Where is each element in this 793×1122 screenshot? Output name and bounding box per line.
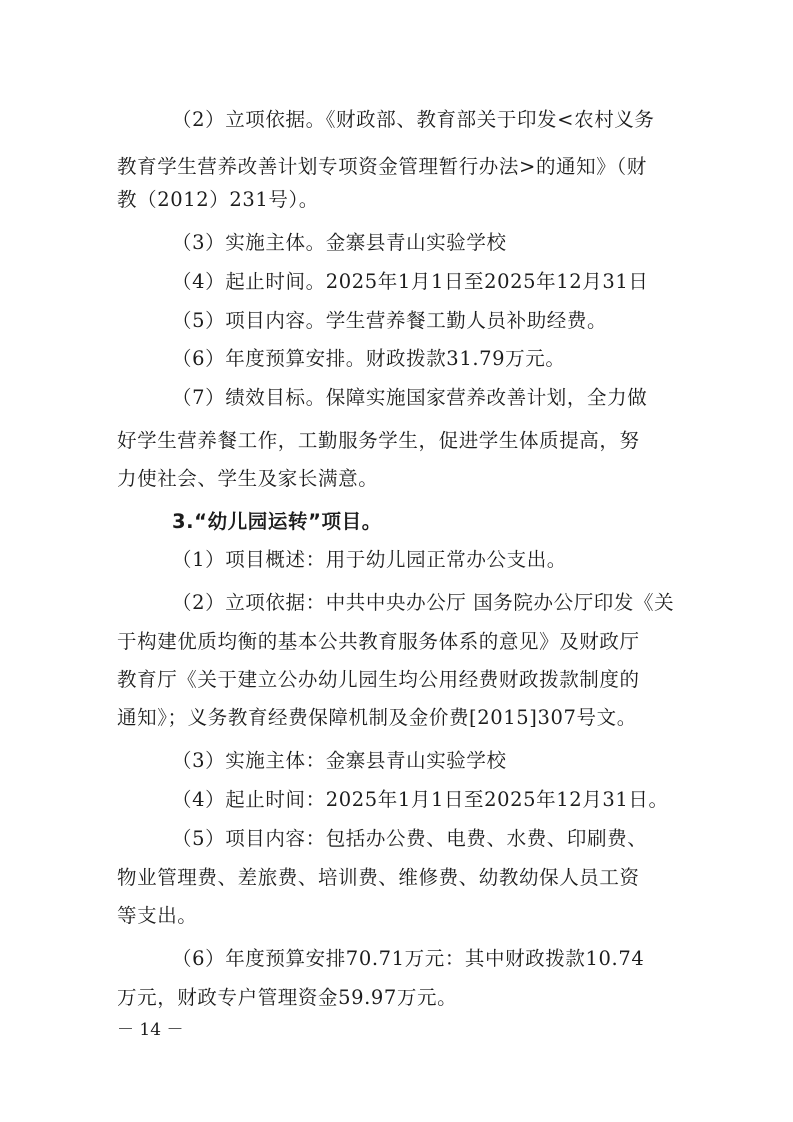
paragraph-line: 好学生营养餐工作，工勤服务学生，促进学生体质提高，努: [117, 429, 640, 452]
paragraph-line: 教育厅《关于建立公办幼儿园生均公用经费财政拨款制度的: [117, 668, 640, 691]
paragraph-line: 通知》；义务教育经费保障机制及金价费[2015]307号文。: [117, 706, 637, 729]
paragraph-line: （1）项目概述：用于幼儿园正常办公支出。: [172, 548, 567, 571]
paragraph-line: 等支出。: [117, 904, 198, 927]
paragraph-line: （2）立项依据。《财政部、教育部关于印发<农村义务: [172, 108, 655, 131]
paragraph-line: （6）年度预算安排。财政拨款31.79万元。: [172, 347, 566, 370]
paragraph-line: （6）年度预算安排70.71万元：其中财政拨款10.74: [172, 947, 645, 970]
paragraph-line: （4）起止时间。2025年1月1日至2025年12月31日: [172, 270, 649, 293]
paragraph-line: 万元，财政专户管理资金59.97万元。: [117, 986, 458, 1009]
paragraph-line: 教（2012）231号）。: [117, 188, 319, 211]
paragraph-line: 物业管理费、差旅费、培训费、维修费、幼教幼保人员工资: [117, 866, 640, 889]
paragraph-line: （5）项目内容：包括办公费、电费、水费、印刷费、: [172, 827, 648, 850]
paragraph-line: （7）绩效目标。保障实施国家营养改善计划，全力做: [172, 386, 648, 409]
paragraph-line: （2）立项依据：中共中央办公厅 国务院办公厅印发《关: [172, 591, 675, 614]
paragraph-line: （4）起止时间：2025年1月1日至2025年12月31日。: [172, 788, 669, 811]
paragraph-line: （3）实施主体：金寨县青山实验学校: [172, 749, 507, 772]
paragraph-line: 于构建优质均衡的基本公共教育服务体系的意见》及财政厅: [117, 630, 640, 653]
section-heading: 3.“幼儿园运转”项目。: [172, 510, 382, 533]
paragraph-line: （3）实施主体。金寨县青山实验学校: [172, 231, 507, 254]
paragraph-line: （5）项目内容。学生营养餐工勤人员补助经费。: [172, 309, 608, 332]
paragraph-line: 力使社会、学生及家长满意。: [117, 467, 379, 490]
paragraph-line: 教育学生营养改善计划专项资金管理暂行办法>的通知》（财: [117, 155, 647, 178]
page-number: － 14 －: [117, 1020, 184, 1040]
